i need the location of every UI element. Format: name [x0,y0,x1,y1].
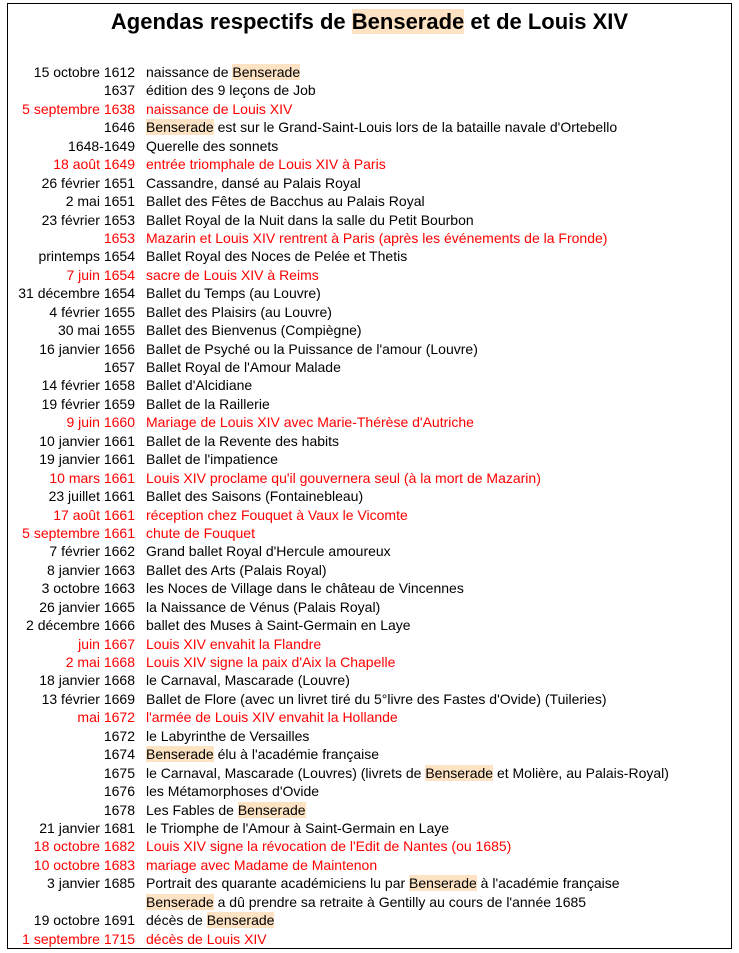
row-event [146,764,669,782]
row-event [146,727,309,745]
timeline-row [0,874,739,892]
event-text-suffix: a dû prendre sa retraite à Gentilly au cours de l'année 1685 [213,893,587,910]
row-event [146,174,361,192]
event-text: les Noces de Village dans le château de Vincennes [146,580,464,597]
row-event [146,911,274,929]
timeline-row [0,395,739,413]
benserade-highlight: Benserade [237,801,306,818]
row-date: 8 janvier 1663 [47,561,135,578]
row-event [146,63,300,81]
row-date: 5 septembre 1661 [22,524,135,541]
event-text: Ballet de la Raillerie [146,395,270,412]
row-date: 18 janvier 1668 [39,672,135,689]
event-text: décès de [146,912,207,929]
row-date: 1653 [103,229,135,246]
row-event [146,450,278,468]
row-date: 19 février 1659 [41,395,135,412]
row-date: 19 octobre 1691 [33,912,135,929]
row-date: 19 janvier 1661 [39,451,135,468]
title-before: Agendas respectifs de [110,9,352,34]
row-date: 18 août 1649 [53,156,135,173]
row-event [146,856,377,874]
event-text: Ballet des Saisons (Fontainebleau) [146,488,364,505]
event-text: Ballet du Temps (au Louvre) [146,285,321,302]
row-date: 10 mars 1661 [49,469,135,486]
timeline-row [0,690,739,708]
event-text: le Carnaval, Mascarade (Louvres) (livrets de [146,764,426,781]
event-text: Louis XIV signe la révocation de l'Edit de Nantes (ou 1685) [146,838,512,855]
row-date: 7 juin 1654 [66,266,135,283]
timeline-row [0,376,739,394]
timeline-row [0,745,739,763]
timeline-row [0,598,739,616]
timeline-row [0,321,739,339]
timeline-row [0,284,739,302]
row-event [146,635,321,653]
title-highlight: Benserade [351,9,465,34]
event-text: sacre de Louis XIV à Reims [146,266,319,283]
event-text-suffix: à l'académie française [476,875,620,892]
event-text: Cassandre, dansé au Palais Royal [146,174,361,191]
row-date: 1637 [103,82,135,99]
timeline-row [0,727,739,745]
row-event [146,708,398,726]
row-event [146,506,408,524]
event-text: Ballet d'Alcidiane [146,377,253,394]
event-text: Ballet de Psyché ou la Puissance de l'amour (Louvre) [146,340,478,357]
row-date: 16 janvier 1656 [39,340,135,357]
event-text: le Triomphe de l'Amour à Saint-Germain en Laye [146,819,450,836]
title-after: et de Louis XIV [464,9,629,34]
event-text: le Labyrinthe de Versailles [146,727,310,744]
row-date: juin 1667 [78,635,135,652]
row-event [146,487,363,505]
event-text: Mazarin et Louis XIV rentrent à Paris (après les événements de la Fronde) [146,229,608,246]
row-event [146,524,255,542]
event-text: Ballet des Bienvenus (Compiègne) [146,322,362,339]
row-event [146,192,425,210]
timeline-row [0,930,739,948]
timeline-row [0,487,739,505]
timeline-row [0,118,739,136]
row-date: 2 mai 1668 [65,654,135,670]
event-text: Ballet des Arts (Palais Royal) [146,561,327,578]
row-date: 1674 [103,746,135,763]
row-date: 1672 [103,727,135,744]
row-event [146,782,319,800]
event-text-suffix: élu à l'académie française [213,746,380,763]
row-event [146,819,449,837]
row-date: 23 juillet 1661 [48,488,135,505]
benserade-highlight: Benserade [232,64,301,80]
event-text-suffix: est sur le Grand-Saint-Louis lors de la bataille navale d'Ortebello [213,119,618,136]
event-text: Querelle des sonnets [146,137,279,154]
row-date: 18 octobre 1682 [33,838,135,855]
event-text: décès de Louis XIV [146,930,267,947]
row-event [146,155,386,173]
row-date: 3 janvier 1685 [47,875,135,892]
event-text: naissance de [146,64,233,80]
row-date: 13 février 1669 [41,690,135,707]
row-date: printemps 1654 [38,248,135,265]
timeline-row [0,801,739,819]
timeline-row [0,635,739,653]
event-text: Louis XIV signe la paix d'Aix la Chapelle [146,654,396,670]
event-text: Ballet Royal des Noces de Pelée et Thetis [146,248,408,265]
row-event [146,690,607,708]
row-date: 2 décembre 1666 [26,617,135,634]
benserade-highlight: Benserade [146,893,214,910]
timeline-row [0,542,739,560]
row-date: 21 janvier 1681 [39,819,135,836]
row-date: mai 1672 [77,709,135,726]
row-date: 2 mai 1651 [65,193,135,210]
row-event [146,321,362,339]
event-text: ballet des Muses à Saint-Germain en Laye [146,617,411,634]
timeline-row [0,155,739,173]
page-title [0,8,739,36]
event-text: Mariage de Louis XIV avec Marie-Thérèse d'Autriche [146,414,474,431]
timeline-row [0,782,739,800]
event-text: Louis XIV proclame qu'il gouvernera seul (à la mort de Mazarin) [146,469,541,486]
row-event [146,930,267,948]
row-event [146,616,411,634]
row-date: 10 octobre 1683 [33,856,135,873]
row-event [146,100,292,118]
benserade-highlight: Benserade [146,119,214,136]
row-event [146,837,511,855]
timeline-row [0,192,739,210]
row-event [146,893,586,911]
row-event [146,303,332,321]
timeline-row [0,671,739,689]
row-date: 1678 [103,801,135,818]
timeline-row [0,137,739,155]
timeline-row [0,229,739,247]
event-text: Ballet Royal de la Nuit dans la salle du Petit Bourbon [146,211,474,228]
row-date: 26 janvier 1665 [39,598,135,615]
row-event [146,579,464,597]
timeline-row [0,837,739,855]
timeline-row [0,524,739,542]
row-date: 1646 [103,119,135,136]
event-text: mariage avec Madame de Maintenon [146,856,378,873]
row-event [146,340,478,358]
row-date: 1657 [103,359,135,375]
timeline-row [0,211,739,229]
event-text: Ballet Royal de l'Amour Malade [146,359,341,375]
timeline-row [0,63,739,81]
event-text: les Métamorphoses d'Ovide [146,783,320,800]
row-event [146,874,620,892]
event-text: le Carnaval, Mascarade (Louvre) [146,672,350,689]
event-text: Grand ballet Royal d'Hercule amoureux [146,543,391,560]
row-event [146,284,321,302]
timeline-row [0,616,739,634]
row-event [146,801,306,819]
row-date: 23 février 1653 [41,211,135,228]
row-date: 15 octobre 1612 [33,64,135,80]
event-text: naissance de Louis XIV [146,100,293,117]
benserade-highlight: Benserade [146,746,214,763]
timeline-row [0,413,739,431]
event-text: Ballet des Fêtes de Bacchus au Palais Royal [146,193,425,210]
row-date: 9 juin 1660 [66,414,135,431]
event-text-suffix: et Molière, au Palais-Royal) [493,764,669,781]
timeline-row [0,266,739,284]
row-event [146,118,617,136]
timeline-row [0,303,739,321]
event-text: réception chez Fouquet à Vaux le Vicomte [146,506,408,523]
event-text: Portrait des quarante académiciens lu par [146,875,410,892]
row-date: 17 août 1661 [53,506,135,523]
timeline-row [0,653,739,671]
timeline-row [0,174,739,192]
row-event [146,81,316,99]
row-event [146,432,339,450]
row-event [146,745,379,763]
event-text: entrée triomphale de Louis XIV à Paris [146,156,386,173]
timeline-row [0,340,739,358]
timeline-row [0,81,739,99]
row-date: 1648-1649 [68,137,135,154]
timeline-list [0,63,739,948]
row-event [146,395,270,413]
row-event [146,229,607,247]
timeline-row [0,819,739,837]
row-event [146,358,341,376]
row-date: 1676 [103,783,135,800]
timeline-row [0,893,739,911]
row-event [146,211,474,229]
row-event [146,598,380,616]
row-event [146,137,278,155]
timeline-row [0,469,739,487]
row-date: 10 janvier 1661 [39,432,135,449]
timeline-row [0,432,739,450]
event-text: Les Fables de [146,801,238,818]
row-event [146,376,252,394]
event-text: Ballet de la Revente des habits [146,432,340,449]
row-date: 1 septembre 1715 [22,930,135,947]
row-event [146,561,327,579]
row-date: 14 février 1658 [41,377,135,394]
timeline-row [0,911,739,929]
timeline-row [0,450,739,468]
row-event [146,542,391,560]
row-date: 3 octobre 1663 [41,580,135,597]
benserade-highlight: Benserade [409,875,477,892]
event-text: Louis XIV envahit la Flandre [146,635,322,652]
event-text: édition des 9 leçons de Job [146,82,316,99]
benserade-highlight: Benserade [425,764,494,781]
row-event [146,247,407,265]
row-event [146,671,350,689]
row-date: 4 février 1655 [49,303,135,320]
row-date: 1675 [103,764,135,781]
row-event [146,413,474,431]
row-event [146,653,395,671]
event-text: Ballet des Plaisirs (au Louvre) [146,303,332,320]
timeline-row [0,708,739,726]
event-text: Ballet de l'impatience [146,451,278,468]
row-date: 7 février 1662 [49,543,135,560]
timeline-row [0,100,739,118]
event-text: Ballet de Flore (avec un livret tiré du 5°livre des Fastes d'Ovide) (Tuileries) [146,690,607,707]
event-text: l'armée de Louis XIV envahit la Hollande [146,709,398,726]
timeline-row [0,247,739,265]
timeline-row [0,358,739,376]
timeline-row [0,856,739,874]
timeline-row [0,579,739,597]
timeline-row [0,506,739,524]
row-date: 30 mai 1655 [57,322,135,339]
row-date: 5 septembre 1638 [22,100,135,117]
event-text: la Naissance de Vénus (Palais Royal) [146,598,381,615]
timeline-row [0,561,739,579]
event-text: chute de Fouquet [146,524,255,541]
timeline-row [0,764,739,782]
benserade-highlight: Benserade [206,912,275,929]
row-event [146,266,319,284]
row-event [146,469,541,487]
row-date: 31 décembre 1654 [18,285,135,302]
row-date: 26 février 1651 [41,174,135,191]
